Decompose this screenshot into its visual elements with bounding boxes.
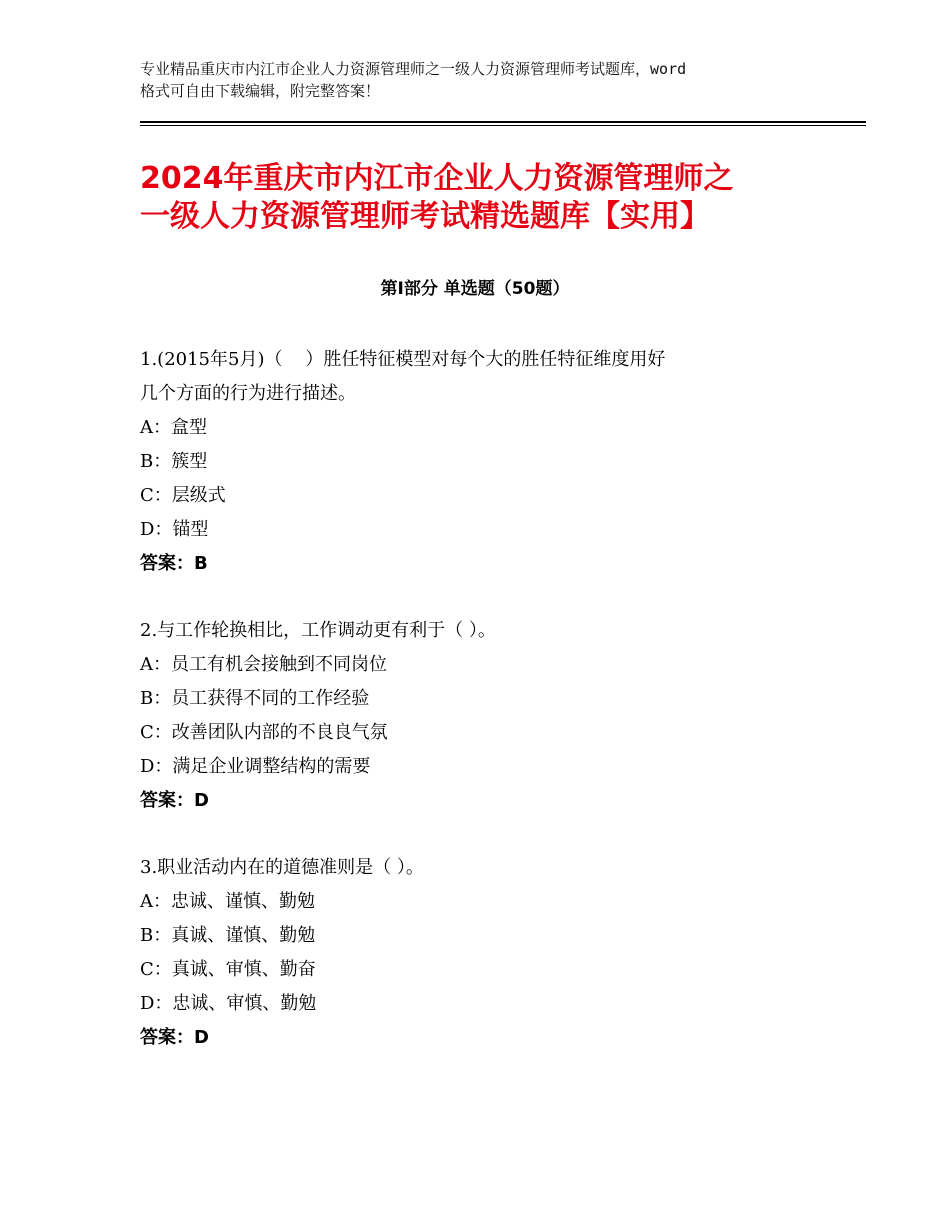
option-c: C：层级式 [140,485,226,506]
question-list [140,343,820,1088]
section-title: 第Ⅰ部分 单选题（50题） [380,279,570,299]
answer: 答案：D [140,1027,209,1048]
header-note [140,58,830,102]
header-divider-thin [140,125,866,126]
question-1 [140,343,820,581]
answer: 答案：D [140,790,209,811]
question-stem-continued: 几个方面的行为进行描述。 [140,383,356,404]
header-note-line-1: 专业精品重庆市内江市企业人力资源管理师之一级人力资源管理师考试题库，word [140,60,687,78]
option-a: A：盒型 [140,417,207,438]
option-d: D：锚型 [140,519,209,540]
header-note-line-2: 格式可自由下载编辑，附完整答案！ [140,82,381,100]
document-title-line-1: 2024年重庆市内江市企业人力资源管理师之 [140,161,734,196]
answer: 答案：B [140,553,208,574]
option-d: D：忠诚、审慎、勤勉 [140,993,317,1014]
question-stem: 3.职业活动内在的道德准则是（ ）。 [140,857,424,878]
option-c: C：改善团队内部的不良良气氛 [140,722,388,743]
document-title [140,160,840,236]
option-c: C：真诚、审慎、勤奋 [140,959,316,980]
question-stem: 2.与工作轮换相比，工作调动更有利于（ ）。 [140,620,496,641]
header-divider-thick [140,121,866,123]
option-a: A：员工有机会接触到不同岗位 [140,654,387,675]
option-b: B：员工获得不同的工作经验 [140,688,370,709]
document-title-line-2: 一级人力资源管理师考试精选题库【实用】 [140,199,710,234]
option-b: B：真诚、谨慎、勤勉 [140,925,316,946]
question-3 [140,851,820,1055]
question-2 [140,614,820,818]
option-b: B：簇型 [140,451,208,472]
option-d: D：满足企业调整结构的需要 [140,756,371,777]
option-a: A：忠诚、谨慎、勤勉 [140,891,315,912]
question-stem: 1.(2015年5月)（ ）胜任特征模型对每个大的胜任特征维度用好 [140,349,666,370]
